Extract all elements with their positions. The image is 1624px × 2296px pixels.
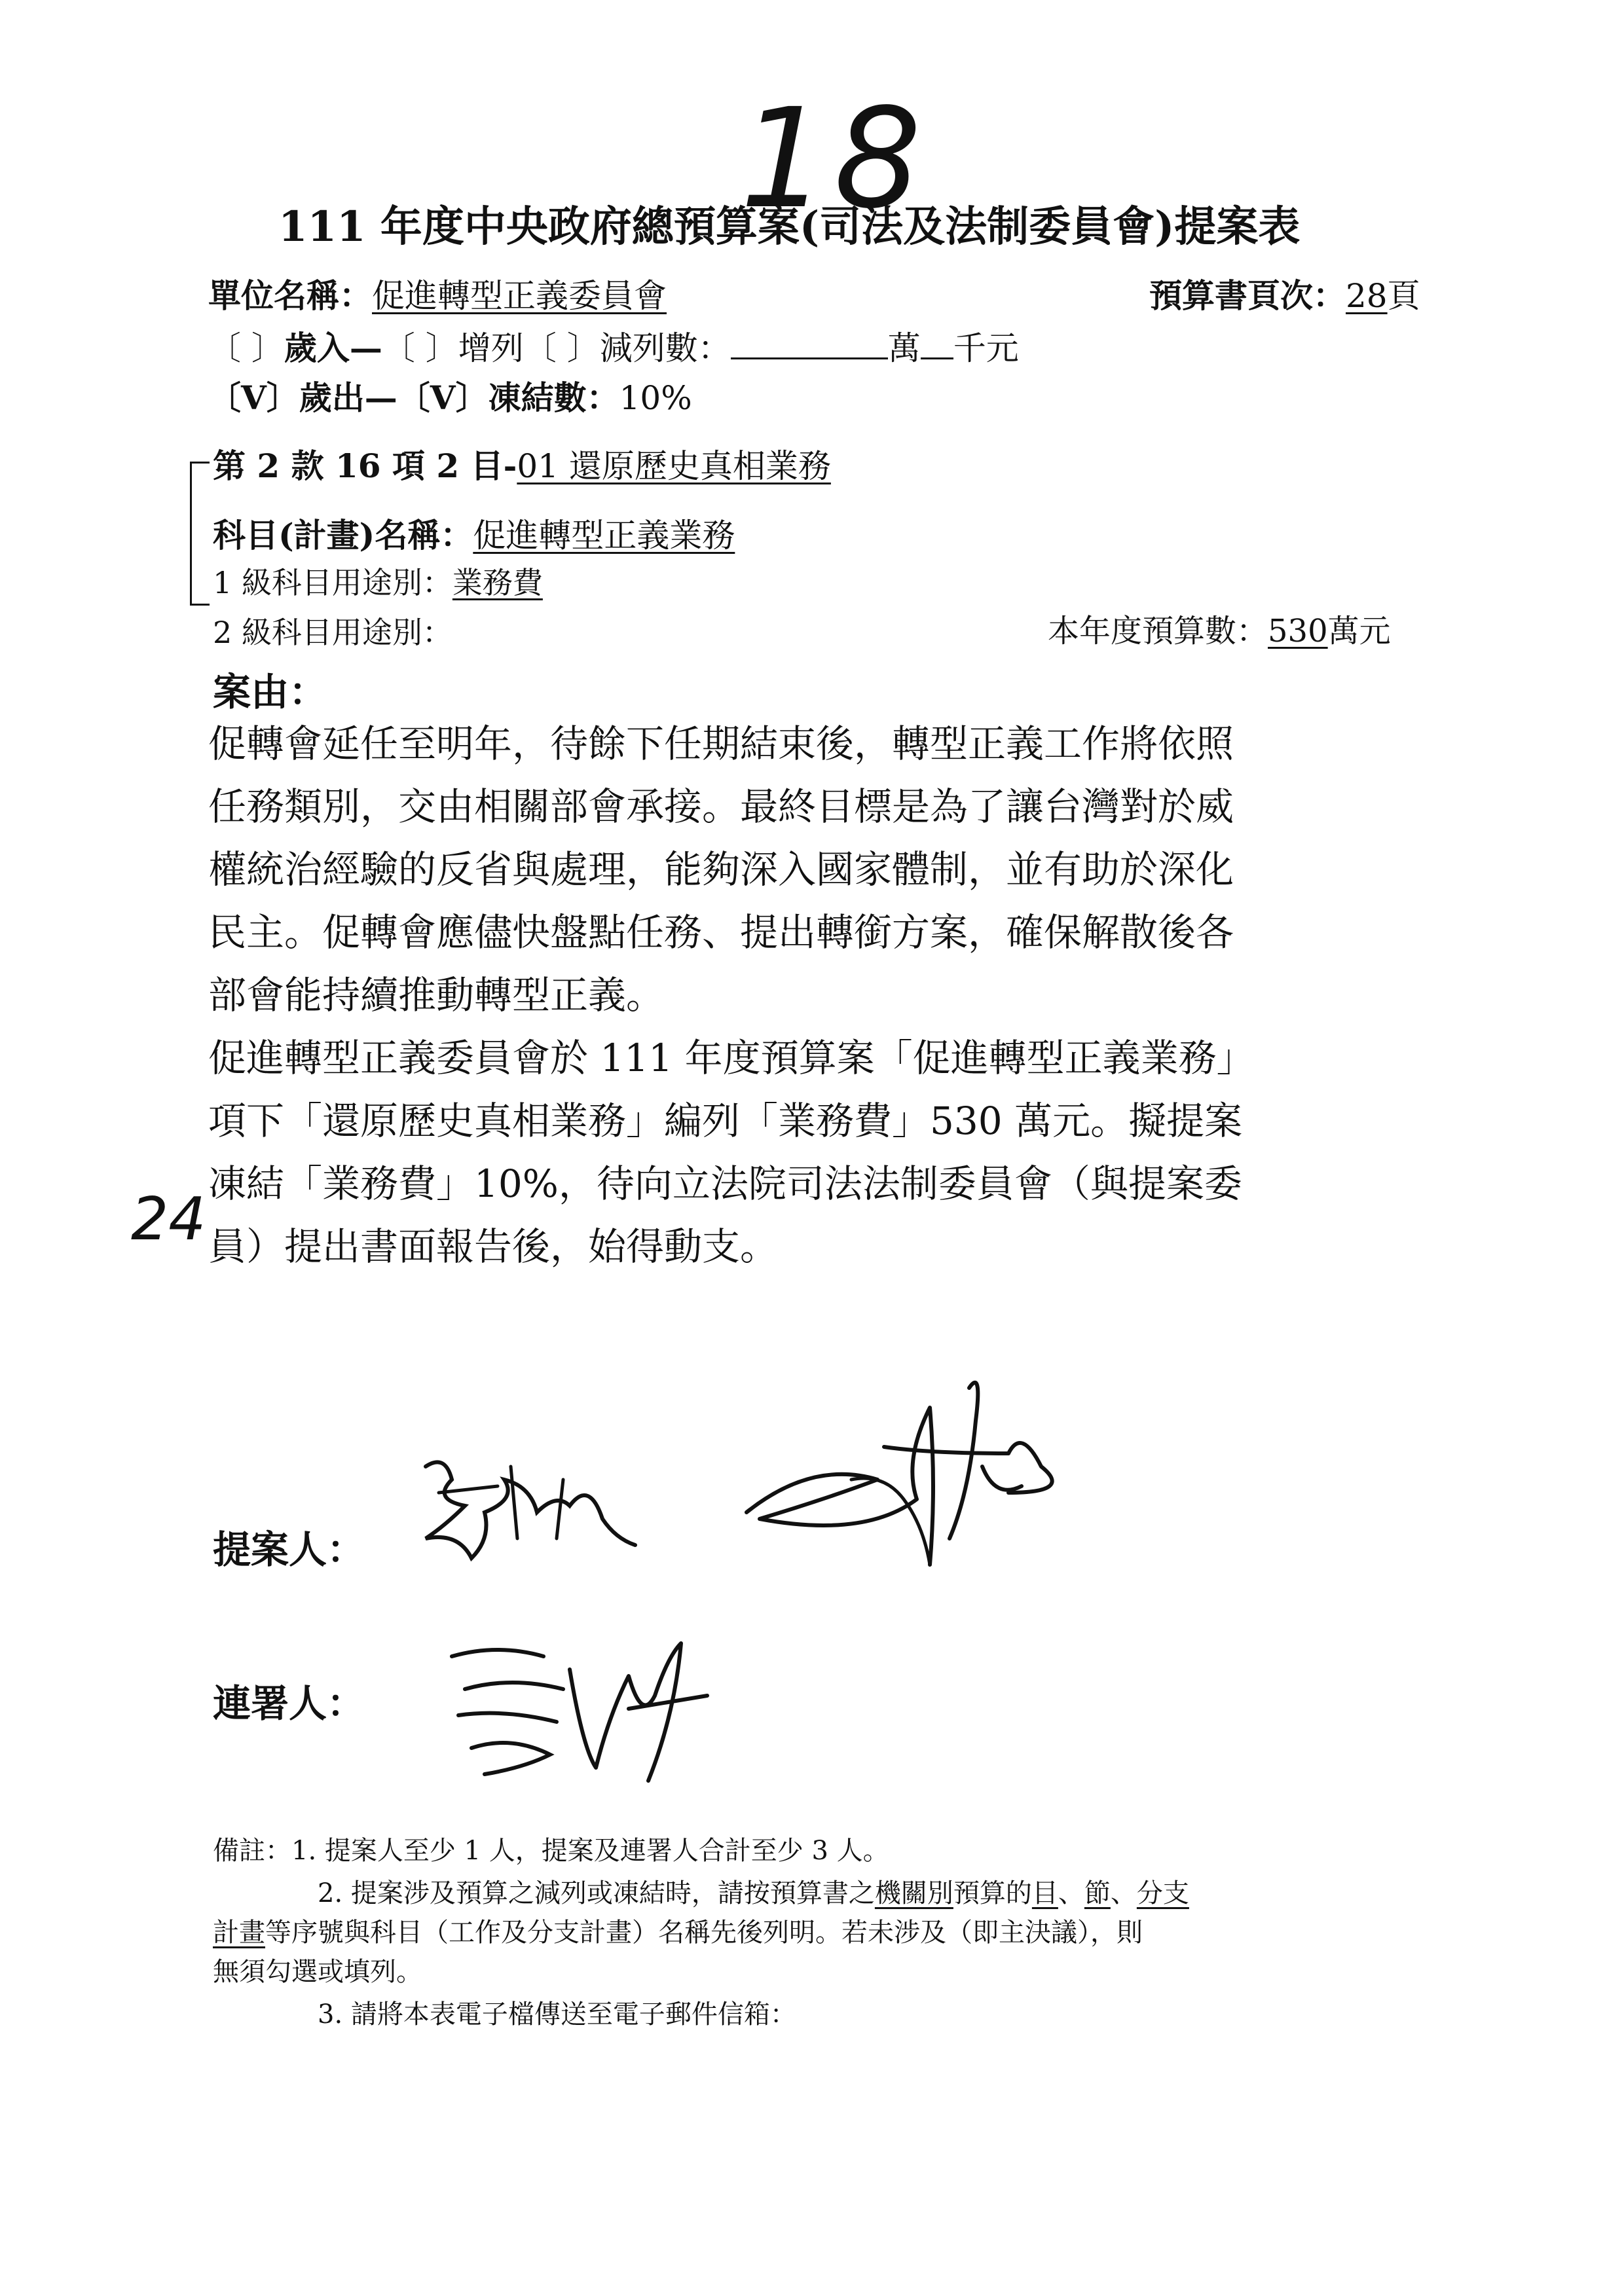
qian-unit: 千元 bbox=[953, 329, 1019, 367]
level1-label: 1 級科目用途別： bbox=[213, 565, 452, 600]
note-2-line-3: 無須勾選或填列。 bbox=[213, 1957, 422, 1987]
account-row bbox=[213, 509, 735, 556]
page-ref-value: 28 bbox=[1346, 277, 1388, 315]
budget-value: 530 bbox=[1268, 613, 1328, 649]
note-1: 備註：1. 提案人至少 1 人，提案及連署人合計至少 3 人。 bbox=[213, 1836, 889, 1866]
reason-line: 促進轉型正義委員會於 111 年度預算案「促進轉型正義業務」 bbox=[208, 1036, 1255, 1080]
note-2-line-2 bbox=[213, 1912, 1143, 1949]
note-2-sep: 、 bbox=[1058, 1878, 1084, 1908]
reason-line: 員）提出書面報告後，始得動支。 bbox=[208, 1224, 779, 1269]
cosigner-label: 連署人： bbox=[213, 1681, 365, 1726]
form-title: 111 年度中央政府總預算案(司法及法制委員會)提案表 bbox=[278, 202, 1301, 251]
account-value: 促進轉型正義業務 bbox=[473, 517, 735, 555]
reason-line: 項下「還原歷史真相業務」編列「業務費」530 萬元。擬提案 bbox=[208, 1099, 1243, 1143]
unit-label: 單位名稱： bbox=[208, 276, 372, 315]
note-2-sep: 、 bbox=[1110, 1878, 1137, 1908]
item-row bbox=[213, 440, 831, 487]
note-3: 3. 請將本表電子檔傳送至電子郵件信箱： bbox=[318, 1999, 796, 2030]
proposer-signature-1 bbox=[406, 1440, 642, 1571]
reason-heading: 案由： bbox=[213, 670, 327, 714]
note-2-plan: 計畫 bbox=[213, 1918, 265, 1948]
expenditure-label: 歲出— bbox=[299, 378, 397, 417]
increase-option: 〔 〕增列 bbox=[382, 329, 524, 367]
note-2-text: 2. 提案涉及預算之減列或凍結時，請按預算書之 bbox=[318, 1878, 875, 1908]
revenue-label: 歲入— bbox=[284, 329, 382, 367]
expenditure-row bbox=[208, 372, 692, 419]
unit-value: 促進轉型正義委員會 bbox=[372, 277, 667, 315]
note-2-jie: 節 bbox=[1084, 1878, 1111, 1908]
freeze-checkbox: 〔V〕 bbox=[397, 378, 489, 417]
level2-row bbox=[213, 609, 452, 652]
freeze-label: 凍結數： bbox=[488, 378, 619, 417]
revenue-row bbox=[208, 322, 1019, 369]
page-ref-row bbox=[1149, 270, 1420, 317]
note-2-text: 等序號與科目（工作及分支計畫）名稱先後列明。若未涉及（即主決議），則 bbox=[265, 1918, 1143, 1948]
item-prefix: 第 2 款 16 項 2 目- bbox=[213, 446, 517, 485]
page-number-handwritten: 18 bbox=[740, 79, 929, 239]
level1-row bbox=[213, 559, 543, 602]
expenditure-checkbox: 〔V〕 bbox=[208, 378, 299, 417]
budget-row bbox=[1048, 606, 1391, 651]
account-label: 科目(計畫)名稱： bbox=[213, 516, 473, 555]
decrease-option: 〔 〕減列數： bbox=[523, 329, 731, 367]
level1-value: 業務費 bbox=[452, 565, 543, 600]
reason-line: 凍結「業務費」10%，待向立法院司法法制委員會（與提案委 bbox=[208, 1161, 1242, 1206]
bracket-vertical bbox=[190, 462, 192, 606]
reason-line: 促轉會延任至明年，待餘下任期結束後，轉型正義工作將依照 bbox=[208, 721, 1234, 766]
note-2-mu: 目 bbox=[1031, 1878, 1058, 1908]
note-2-agency: 機關別 bbox=[874, 1878, 953, 1908]
wan-unit: 萬 bbox=[887, 329, 921, 367]
reason-body bbox=[208, 712, 1255, 1278]
level2-label: 2 級科目用途別： bbox=[213, 615, 452, 650]
margin-note-handwritten: 24 bbox=[131, 1185, 206, 1254]
note-2-text: 預算的 bbox=[953, 1878, 1032, 1908]
cosigner-signature bbox=[432, 1617, 720, 1787]
decrease-blank bbox=[731, 357, 888, 359]
reason-line: 權統治經驗的反省與處理，能夠深入國家體制，並有助於深化 bbox=[208, 847, 1234, 892]
revenue-checkbox: 〔 〕 bbox=[208, 329, 284, 367]
bracket-top bbox=[190, 462, 210, 464]
unit-row bbox=[208, 270, 667, 317]
page-ref-label: 預算書頁次： bbox=[1149, 276, 1346, 315]
budget-suffix: 萬元 bbox=[1327, 613, 1391, 649]
proposer-label: 提案人： bbox=[213, 1527, 365, 1572]
budget-label: 本年度預算數： bbox=[1048, 613, 1268, 649]
note-2-branch: 分支 bbox=[1136, 1878, 1189, 1908]
bracket-bottom bbox=[190, 604, 210, 606]
freeze-value: 10% bbox=[619, 379, 692, 417]
reason-line: 部會能持續推動轉型正義。 bbox=[208, 973, 665, 1017]
item-value: 01 還原歷史真相業務 bbox=[517, 447, 831, 485]
qian-blank bbox=[921, 357, 953, 359]
reason-line: 民主。促轉會應儘快盤點任務、提出轉銜方案，確保解散後各 bbox=[208, 910, 1234, 955]
proposer-signature-2 bbox=[733, 1368, 1100, 1578]
page-ref-suffix: 頁 bbox=[1387, 277, 1420, 315]
reason-line: 任務類別，交由相關部會承接。最終目標是為了讓台灣對於威 bbox=[208, 784, 1234, 829]
note-2-line-1 bbox=[318, 1872, 1189, 1910]
